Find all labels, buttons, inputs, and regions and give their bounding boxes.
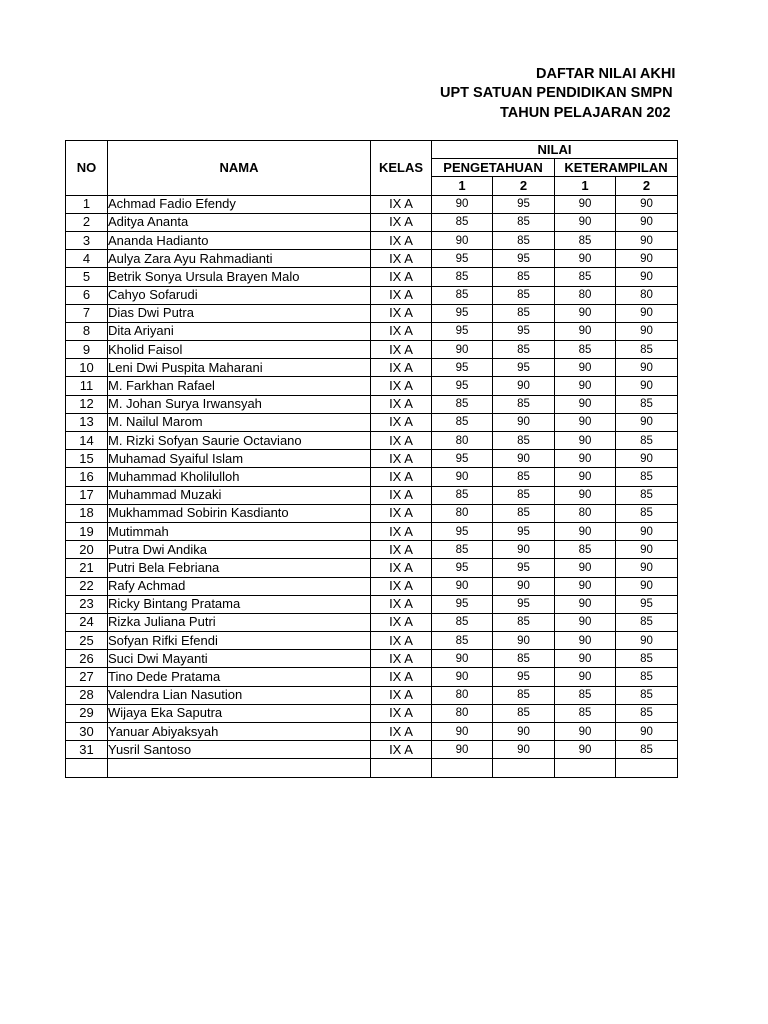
cell-keterampilan-2: 85 [616, 395, 678, 413]
cell-pengetahuan-1: 90 [432, 468, 493, 486]
cell-kelas: IX A [371, 268, 432, 286]
empty-cell [66, 759, 108, 777]
cell-keterampilan-2: 80 [616, 286, 678, 304]
table-row [66, 541, 678, 559]
header-keterampilan: KETERAMPILAN [555, 159, 678, 177]
cell-pengetahuan-1: 90 [432, 231, 493, 249]
table-row [66, 632, 678, 650]
table-row [66, 686, 678, 704]
cell-kelas: IX A [371, 322, 432, 340]
cell-pengetahuan-2: 90 [493, 723, 555, 741]
cell-pengetahuan-1: 80 [432, 686, 493, 704]
cell-keterampilan-1: 90 [555, 468, 616, 486]
cell-keterampilan-1: 90 [555, 668, 616, 686]
cell-nama: Dias Dwi Putra [108, 304, 371, 322]
cell-pengetahuan-1: 80 [432, 704, 493, 722]
cell-no: 4 [66, 250, 108, 268]
cell-keterampilan-2: 90 [616, 304, 678, 322]
cell-keterampilan-1: 90 [555, 413, 616, 431]
cell-pengetahuan-1: 85 [432, 286, 493, 304]
cell-keterampilan-2: 90 [616, 723, 678, 741]
cell-pengetahuan-1: 95 [432, 322, 493, 340]
table-row [66, 395, 678, 413]
cell-pengetahuan-2: 85 [493, 650, 555, 668]
cell-no: 20 [66, 541, 108, 559]
cell-nama: Betrik Sonya Ursula Brayen Malo [108, 268, 371, 286]
cell-kelas: IX A [371, 632, 432, 650]
cell-nama: Putra Dwi Andika [108, 541, 371, 559]
cell-nama: Sofyan Rifki Efendi [108, 632, 371, 650]
header-no: NO [66, 141, 108, 196]
cell-kelas: IX A [371, 668, 432, 686]
cell-keterampilan-1: 90 [555, 522, 616, 540]
empty-row [66, 759, 678, 777]
cell-nama: Rizka Juliana Putri [108, 613, 371, 631]
cell-no: 6 [66, 286, 108, 304]
cell-no: 7 [66, 304, 108, 322]
cell-nama: M. Nailul Marom [108, 413, 371, 431]
cell-pengetahuan-2: 85 [493, 504, 555, 522]
cell-nama: Leni Dwi Puspita Maharani [108, 359, 371, 377]
cell-kelas: IX A [371, 195, 432, 213]
cell-kelas: IX A [371, 559, 432, 577]
cell-nama: Dita Ariyani [108, 322, 371, 340]
cell-no: 23 [66, 595, 108, 613]
table-row [66, 723, 678, 741]
cell-nama: Mutimmah [108, 522, 371, 540]
cell-keterampilan-1: 90 [555, 632, 616, 650]
cell-no: 15 [66, 450, 108, 468]
cell-kelas: IX A [371, 450, 432, 468]
cell-keterampilan-2: 90 [616, 541, 678, 559]
cell-pengetahuan-1: 80 [432, 504, 493, 522]
table-row [66, 231, 678, 249]
table-row [66, 468, 678, 486]
cell-keterampilan-2: 90 [616, 250, 678, 268]
cell-pengetahuan-1: 80 [432, 432, 493, 450]
cell-keterampilan-2: 90 [616, 231, 678, 249]
cell-no: 16 [66, 468, 108, 486]
cell-keterampilan-1: 90 [555, 741, 616, 759]
cell-keterampilan-2: 90 [616, 632, 678, 650]
cell-pengetahuan-1: 90 [432, 741, 493, 759]
table-row [66, 559, 678, 577]
cell-pengetahuan-1: 95 [432, 522, 493, 540]
cell-no: 1 [66, 195, 108, 213]
table-row [66, 341, 678, 359]
table-body [66, 195, 678, 777]
cell-kelas: IX A [371, 377, 432, 395]
cell-pengetahuan-2: 95 [493, 195, 555, 213]
cell-keterampilan-2: 90 [616, 559, 678, 577]
cell-keterampilan-2: 85 [616, 613, 678, 631]
cell-pengetahuan-2: 85 [493, 268, 555, 286]
cell-no: 8 [66, 322, 108, 340]
cell-kelas: IX A [371, 213, 432, 231]
cell-pengetahuan-2: 85 [493, 613, 555, 631]
table-row [66, 213, 678, 231]
cell-keterampilan-1: 90 [555, 395, 616, 413]
cell-pengetahuan-1: 95 [432, 304, 493, 322]
cell-keterampilan-1: 85 [555, 231, 616, 249]
cell-nama: Aulya Zara Ayu Rahmadianti [108, 250, 371, 268]
header-sub-4: 2 [616, 177, 678, 195]
cell-no: 9 [66, 341, 108, 359]
cell-keterampilan-2: 85 [616, 432, 678, 450]
cell-pengetahuan-2: 85 [493, 468, 555, 486]
cell-pengetahuan-2: 85 [493, 213, 555, 231]
header-nilai: NILAI [432, 141, 678, 159]
cell-kelas: IX A [371, 432, 432, 450]
cell-nama: M. Rizki Sofyan Saurie Octaviano [108, 432, 371, 450]
cell-kelas: IX A [371, 741, 432, 759]
cell-keterampilan-1: 90 [555, 195, 616, 213]
cell-keterampilan-2: 90 [616, 522, 678, 540]
header-kelas: KELAS [371, 141, 432, 196]
cell-nama: Cahyo Sofarudi [108, 286, 371, 304]
cell-pengetahuan-1: 95 [432, 450, 493, 468]
cell-pengetahuan-1: 95 [432, 595, 493, 613]
cell-no: 24 [66, 613, 108, 631]
cell-kelas: IX A [371, 395, 432, 413]
empty-cell [371, 759, 432, 777]
cell-kelas: IX A [371, 613, 432, 631]
cell-keterampilan-1: 85 [555, 268, 616, 286]
empty-cell [493, 759, 555, 777]
cell-pengetahuan-2: 90 [493, 413, 555, 431]
cell-pengetahuan-2: 85 [493, 341, 555, 359]
cell-pengetahuan-2: 85 [493, 686, 555, 704]
cell-kelas: IX A [371, 595, 432, 613]
table-row [66, 450, 678, 468]
cell-pengetahuan-2: 85 [493, 286, 555, 304]
cell-kelas: IX A [371, 577, 432, 595]
cell-pengetahuan-2: 90 [493, 632, 555, 650]
cell-pengetahuan-2: 85 [493, 432, 555, 450]
cell-keterampilan-2: 85 [616, 686, 678, 704]
cell-keterampilan-2: 85 [616, 504, 678, 522]
cell-pengetahuan-1: 90 [432, 668, 493, 686]
cell-kelas: IX A [371, 231, 432, 249]
cell-pengetahuan-2: 90 [493, 450, 555, 468]
cell-no: 26 [66, 650, 108, 668]
cell-keterampilan-2: 95 [616, 595, 678, 613]
cell-nama: Putri Bela Febriana [108, 559, 371, 577]
cell-keterampilan-2: 85 [616, 704, 678, 722]
cell-keterampilan-1: 85 [555, 341, 616, 359]
cell-nama: M. Johan Surya Irwansyah [108, 395, 371, 413]
cell-nama: Aditya Ananta [108, 213, 371, 231]
cell-keterampilan-1: 90 [555, 486, 616, 504]
cell-keterampilan-1: 85 [555, 686, 616, 704]
cell-keterampilan-1: 90 [555, 377, 616, 395]
cell-keterampilan-1: 90 [555, 304, 616, 322]
cell-keterampilan-2: 85 [616, 741, 678, 759]
cell-keterampilan-2: 85 [616, 668, 678, 686]
cell-kelas: IX A [371, 468, 432, 486]
cell-no: 2 [66, 213, 108, 231]
cell-nama: Ananda Hadianto [108, 231, 371, 249]
cell-pengetahuan-1: 85 [432, 486, 493, 504]
cell-pengetahuan-2: 90 [493, 577, 555, 595]
cell-pengetahuan-1: 90 [432, 650, 493, 668]
cell-nama: Muhammad Muzaki [108, 486, 371, 504]
cell-keterampilan-1: 85 [555, 704, 616, 722]
cell-nama: Yanuar Abiyaksyah [108, 723, 371, 741]
header-pengetahuan: PENGETAHUAN [432, 159, 555, 177]
table-row [66, 650, 678, 668]
cell-keterampilan-1: 90 [555, 577, 616, 595]
cell-keterampilan-1: 80 [555, 286, 616, 304]
cell-no: 27 [66, 668, 108, 686]
table-row [66, 195, 678, 213]
cell-keterampilan-1: 90 [555, 359, 616, 377]
cell-kelas: IX A [371, 304, 432, 322]
cell-pengetahuan-2: 95 [493, 522, 555, 540]
cell-keterampilan-2: 90 [616, 213, 678, 231]
cell-pengetahuan-2: 85 [493, 304, 555, 322]
cell-kelas: IX A [371, 359, 432, 377]
header-sub-2: 2 [493, 177, 555, 195]
cell-pengetahuan-1: 85 [432, 613, 493, 631]
cell-kelas: IX A [371, 413, 432, 431]
table-row [66, 577, 678, 595]
empty-cell [108, 759, 371, 777]
cell-keterampilan-2: 85 [616, 468, 678, 486]
cell-kelas: IX A [371, 723, 432, 741]
cell-pengetahuan-1: 85 [432, 268, 493, 286]
cell-keterampilan-1: 90 [555, 613, 616, 631]
cell-keterampilan-1: 90 [555, 250, 616, 268]
table-row [66, 413, 678, 431]
cell-kelas: IX A [371, 250, 432, 268]
cell-keterampilan-2: 90 [616, 268, 678, 286]
cell-keterampilan-1: 90 [555, 322, 616, 340]
cell-pengetahuan-2: 95 [493, 668, 555, 686]
table-row [66, 322, 678, 340]
cell-pengetahuan-1: 90 [432, 341, 493, 359]
cell-keterampilan-2: 90 [616, 377, 678, 395]
cell-pengetahuan-2: 85 [493, 486, 555, 504]
cell-kelas: IX A [371, 522, 432, 540]
cell-pengetahuan-1: 90 [432, 195, 493, 213]
cell-no: 14 [66, 432, 108, 450]
cell-nama: Tino Dede Pratama [108, 668, 371, 686]
cell-pengetahuan-1: 85 [432, 213, 493, 231]
cell-pengetahuan-1: 95 [432, 359, 493, 377]
cell-kelas: IX A [371, 504, 432, 522]
table-row [66, 486, 678, 504]
cell-no: 29 [66, 704, 108, 722]
cell-no: 28 [66, 686, 108, 704]
cell-pengetahuan-1: 85 [432, 632, 493, 650]
cell-keterampilan-1: 90 [555, 432, 616, 450]
cell-pengetahuan-2: 95 [493, 322, 555, 340]
cell-pengetahuan-1: 95 [432, 559, 493, 577]
cell-no: 31 [66, 741, 108, 759]
cell-no: 3 [66, 231, 108, 249]
table-row [66, 504, 678, 522]
empty-cell [432, 759, 493, 777]
cell-pengetahuan-2: 95 [493, 595, 555, 613]
academic-year: TAHUN PELAJARAN 202 [500, 105, 671, 121]
cell-keterampilan-2: 90 [616, 413, 678, 431]
cell-keterampilan-1: 80 [555, 504, 616, 522]
cell-pengetahuan-1: 85 [432, 395, 493, 413]
cell-pengetahuan-2: 85 [493, 395, 555, 413]
cell-keterampilan-1: 90 [555, 559, 616, 577]
table-row [66, 595, 678, 613]
cell-pengetahuan-1: 95 [432, 250, 493, 268]
cell-keterampilan-2: 85 [616, 341, 678, 359]
cell-pengetahuan-1: 85 [432, 541, 493, 559]
cell-pengetahuan-2: 95 [493, 359, 555, 377]
cell-keterampilan-1: 90 [555, 213, 616, 231]
table-row [66, 286, 678, 304]
cell-pengetahuan-2: 95 [493, 250, 555, 268]
cell-keterampilan-1: 90 [555, 650, 616, 668]
cell-pengetahuan-1: 95 [432, 377, 493, 395]
cell-no: 12 [66, 395, 108, 413]
cell-nama: Rafy Achmad [108, 577, 371, 595]
document-title: DAFTAR NILAI AKHI [536, 66, 676, 82]
cell-keterampilan-2: 90 [616, 195, 678, 213]
cell-no: 21 [66, 559, 108, 577]
cell-kelas: IX A [371, 686, 432, 704]
table-row [66, 668, 678, 686]
table-row [66, 304, 678, 322]
cell-kelas: IX A [371, 541, 432, 559]
cell-kelas: IX A [371, 286, 432, 304]
cell-pengetahuan-2: 95 [493, 559, 555, 577]
cell-nama: Muhamad Syaiful Islam [108, 450, 371, 468]
empty-cell [555, 759, 616, 777]
cell-keterampilan-2: 85 [616, 486, 678, 504]
cell-keterampilan-2: 90 [616, 450, 678, 468]
header-sub-3: 1 [555, 177, 616, 195]
cell-no: 11 [66, 377, 108, 395]
table-row [66, 268, 678, 286]
table-row [66, 377, 678, 395]
grades-table [65, 140, 678, 778]
cell-keterampilan-2: 90 [616, 577, 678, 595]
cell-pengetahuan-1: 90 [432, 723, 493, 741]
cell-keterampilan-2: 90 [616, 322, 678, 340]
header-nama: NAMA [108, 141, 371, 196]
cell-nama: Wijaya Eka Saputra [108, 704, 371, 722]
table-row [66, 704, 678, 722]
cell-kelas: IX A [371, 341, 432, 359]
cell-no: 5 [66, 268, 108, 286]
cell-nama: Mukhammad Sobirin Kasdianto [108, 504, 371, 522]
table-row [66, 741, 678, 759]
table-row [66, 613, 678, 631]
cell-no: 17 [66, 486, 108, 504]
table-header [66, 141, 678, 196]
cell-pengetahuan-2: 90 [493, 741, 555, 759]
cell-pengetahuan-1: 90 [432, 577, 493, 595]
cell-nama: M. Farkhan Rafael [108, 377, 371, 395]
cell-no: 19 [66, 522, 108, 540]
cell-kelas: IX A [371, 650, 432, 668]
cell-nama: Ricky Bintang Pratama [108, 595, 371, 613]
cell-nama: Muhammad Kholilulloh [108, 468, 371, 486]
cell-pengetahuan-2: 90 [493, 377, 555, 395]
empty-cell [616, 759, 678, 777]
cell-pengetahuan-2: 90 [493, 541, 555, 559]
table-row [66, 522, 678, 540]
cell-kelas: IX A [371, 704, 432, 722]
cell-no: 22 [66, 577, 108, 595]
cell-no: 10 [66, 359, 108, 377]
cell-no: 18 [66, 504, 108, 522]
cell-no: 25 [66, 632, 108, 650]
cell-nama: Kholid Faisol [108, 341, 371, 359]
cell-nama: Achmad Fadio Efendy [108, 195, 371, 213]
cell-pengetahuan-2: 85 [493, 704, 555, 722]
cell-no: 13 [66, 413, 108, 431]
cell-pengetahuan-2: 85 [493, 231, 555, 249]
cell-keterampilan-1: 90 [555, 450, 616, 468]
cell-no: 30 [66, 723, 108, 741]
cell-nama: Yusril Santoso [108, 741, 371, 759]
table-row [66, 359, 678, 377]
table-row [66, 432, 678, 450]
cell-keterampilan-1: 90 [555, 723, 616, 741]
cell-keterampilan-1: 90 [555, 595, 616, 613]
cell-kelas: IX A [371, 486, 432, 504]
table-row [66, 250, 678, 268]
cell-keterampilan-2: 90 [616, 359, 678, 377]
header-sub-1: 1 [432, 177, 493, 195]
cell-nama: Valendra Lian Nasution [108, 686, 371, 704]
cell-nama: Suci Dwi Mayanti [108, 650, 371, 668]
cell-keterampilan-1: 85 [555, 541, 616, 559]
cell-keterampilan-2: 85 [616, 650, 678, 668]
school-name: UPT SATUAN PENDIDIKAN SMPN [440, 85, 673, 101]
cell-pengetahuan-1: 85 [432, 413, 493, 431]
